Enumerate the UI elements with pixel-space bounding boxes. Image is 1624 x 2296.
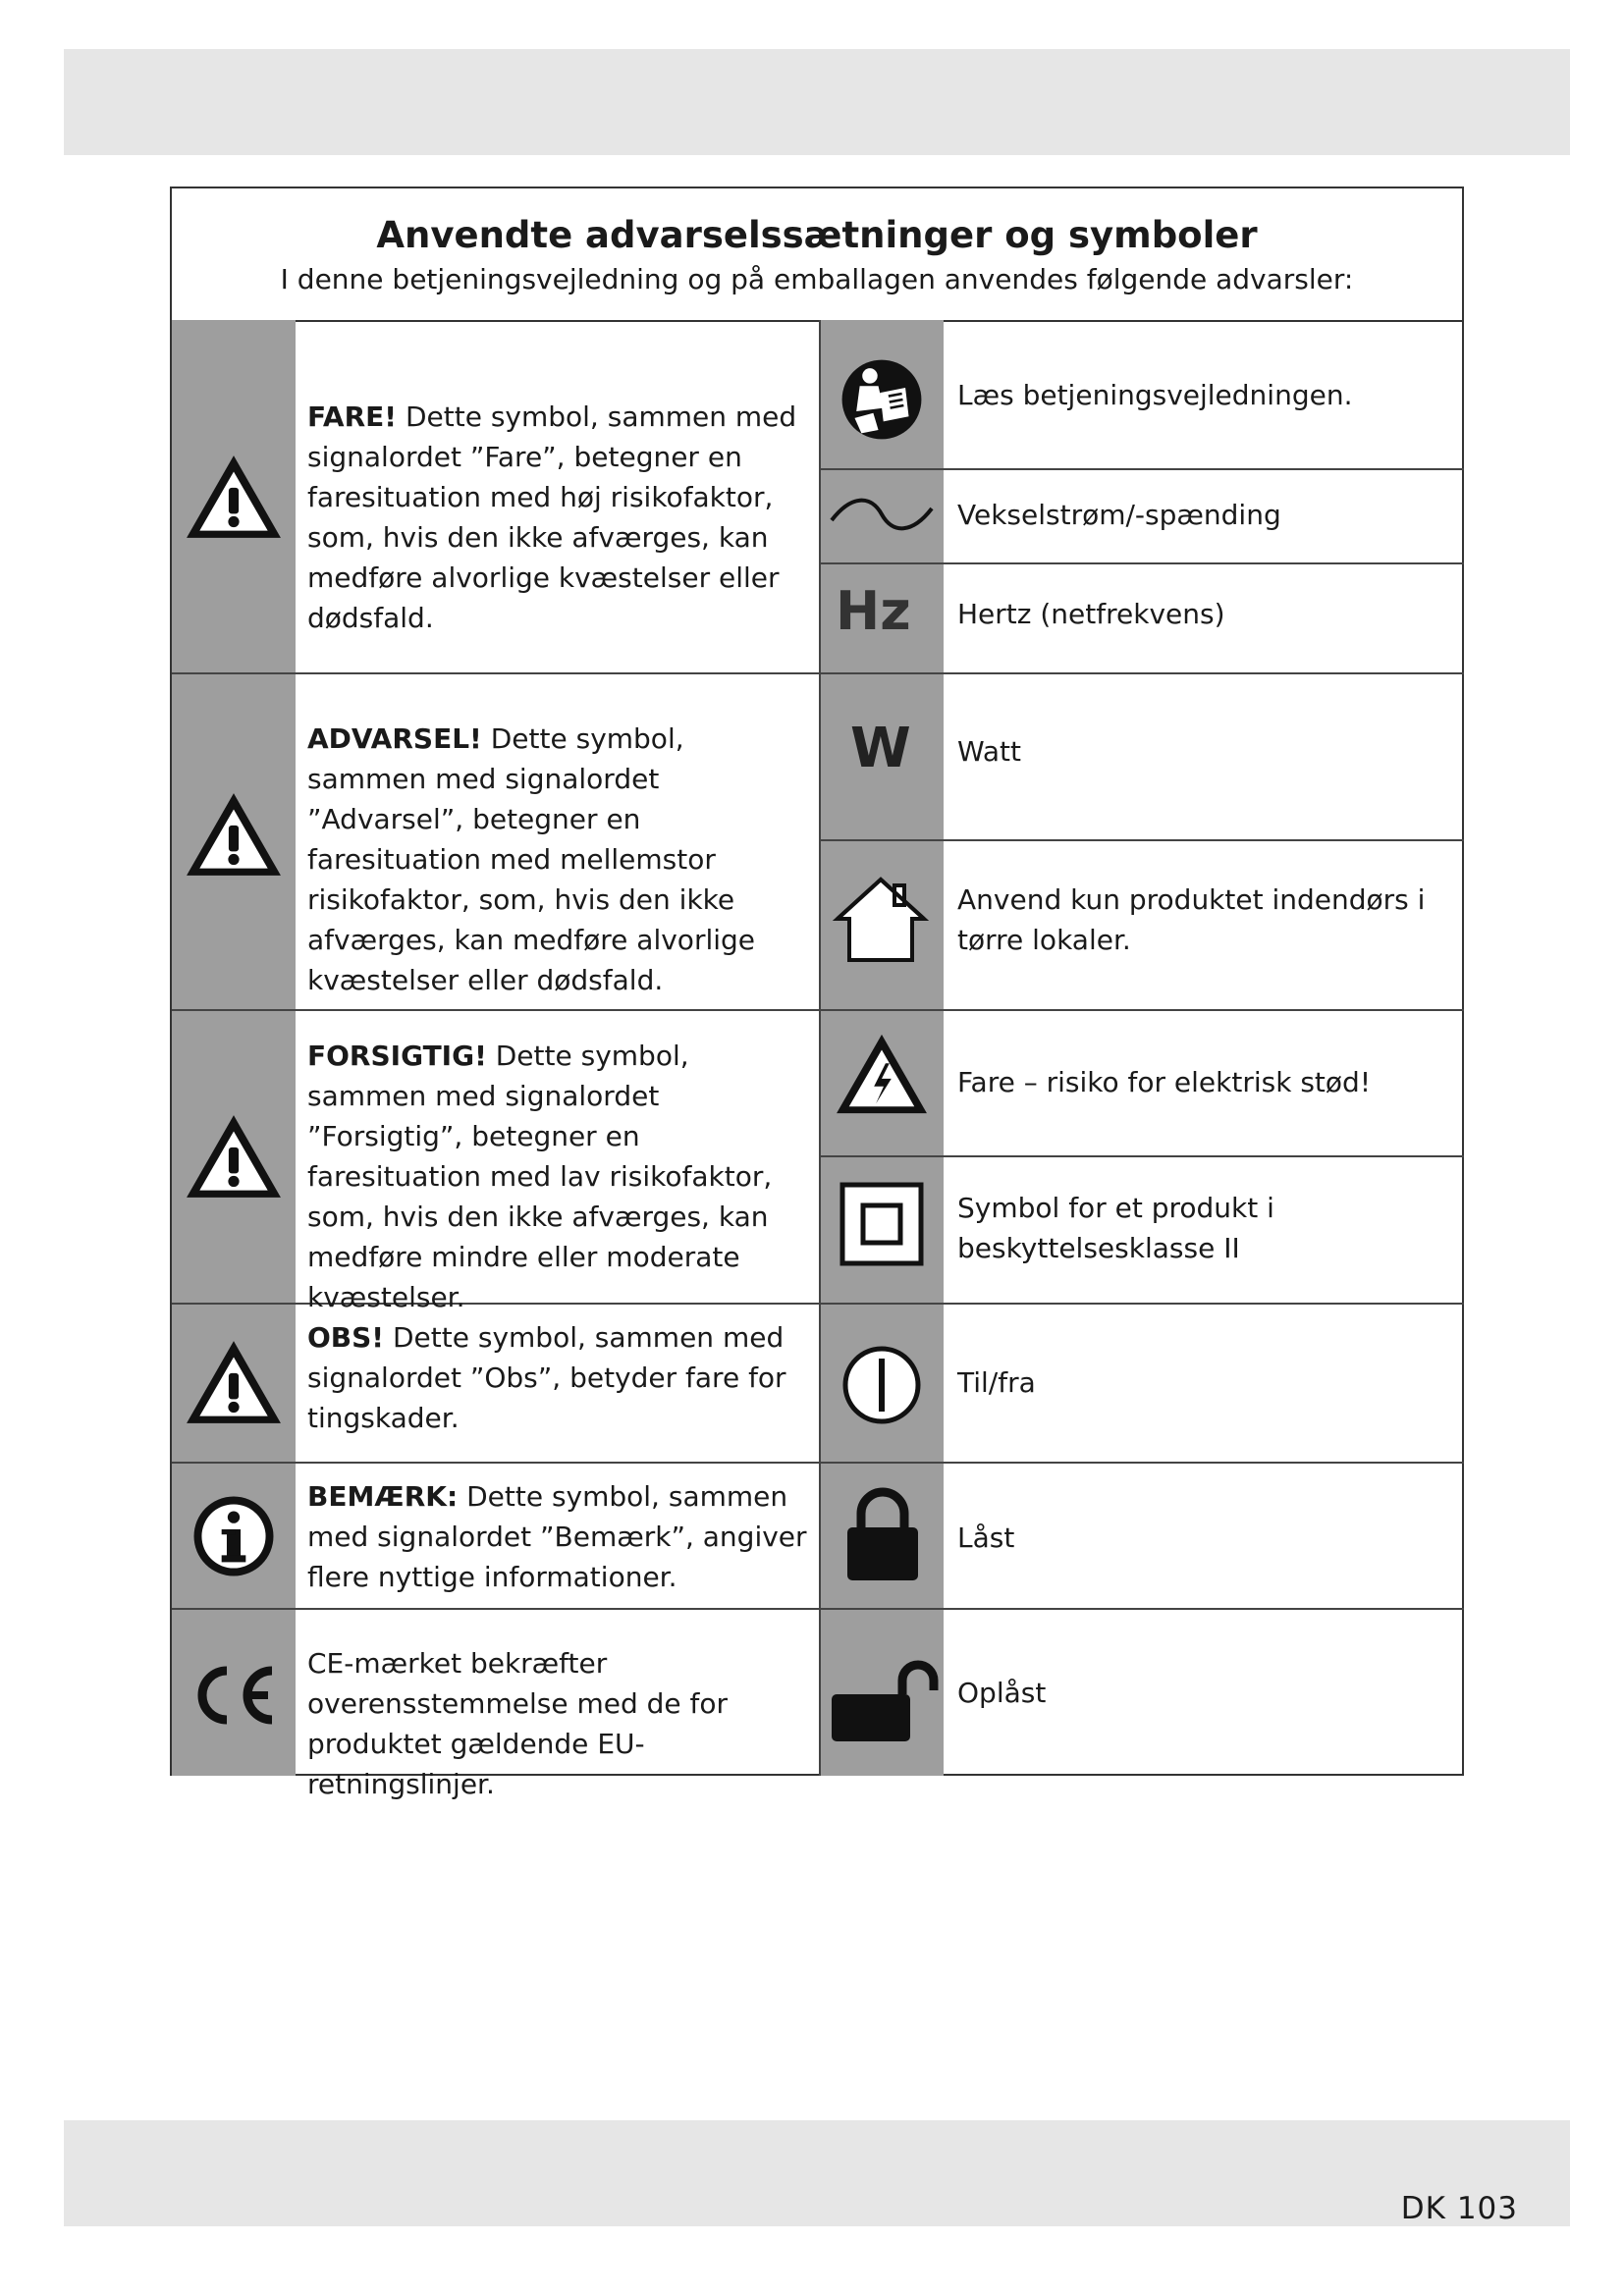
- hertz-text: Hertz (netfrekvens): [957, 598, 1225, 630]
- watt-text: Watt: [957, 735, 1022, 768]
- warning-advarsel-text: ADVARSEL! Dette symbol, sammen med signalordet ”Advarsel”, betegner en faresituation med mellemstor risikofaktor, som, hvis den ikke afværges, kan medføre alvorlige kvæstelser eller dødsfald.: [307, 722, 756, 996]
- warning-fare-text: FARE! Dette symbol, sammen med signalordet ”Fare”, betegner en faresituation med høj risikofaktor, som, hvis den ikke afværges, kan medføre alvorlige kvæstelser eller dødsfald.: [307, 400, 797, 634]
- warning-forsigtig-text: FORSIGTIG! Dette symbol, sammen med signalordet ”Forsigtig”, betegner en faresituation med lav risikofaktor, som, hvis den ikke afværges, kan medføre mindre eller moderate kvæstelser.: [307, 1040, 773, 1313]
- page-title: Anvendte advarselssætninger og symboler: [376, 214, 1258, 256]
- warnings-table: [170, 187, 1464, 1800]
- power-switch-icon: [841, 1345, 922, 1425]
- electric-shock-icon: [834, 1031, 930, 1117]
- watt-icon: W: [850, 717, 911, 780]
- unlocked-icon: [828, 1657, 940, 1745]
- electric-shock-text: Fare – risiko for elektrisk stød!: [957, 1066, 1372, 1098]
- top-bar: [64, 49, 1570, 155]
- page-number: DK 103: [1400, 2191, 1518, 2226]
- info-icon: [190, 1493, 277, 1579]
- house-icon: [832, 874, 930, 964]
- read-manual-icon: [839, 357, 924, 442]
- protection-class-text: Symbol for et produkt i beskyttelsesklasse II: [957, 1192, 1274, 1264]
- warning-obs-text: OBS! Dette symbol, sammen med signalordet ”Obs”, betyder fare for tingskader.: [307, 1321, 786, 1434]
- warning-triangle-icon: [184, 452, 284, 542]
- locked-icon: [843, 1486, 922, 1584]
- warning-triangle-icon: [184, 1111, 284, 1201]
- warning-triangle-icon: [184, 789, 284, 880]
- unlocked-text: Oplåst: [957, 1677, 1047, 1709]
- warning-triangle-icon: [184, 1337, 284, 1427]
- alternating-current-text: Vekselstrøm/-spænding: [957, 499, 1281, 531]
- protection-class-ii-icon: [839, 1182, 924, 1266]
- note-bemaerk-text: BEMÆRK: Dette symbol, sammen med signalordet ”Bemærk”, angiver flere nyttige informationer.: [307, 1480, 807, 1593]
- bottom-bar: [64, 2120, 1570, 2226]
- read-manual-text: Læs betjeningsvejledningen.: [957, 379, 1353, 411]
- page-subtitle: I denne betjeningsvejledning og på emballagen anvendes følgende advarsler:: [280, 263, 1354, 295]
- alternating-current-icon: [828, 495, 936, 534]
- indoor-use-text: Anvend kun produktet indendørs i tørre lokaler.: [957, 883, 1426, 956]
- ce-mark-text: CE-mærket bekræfter overensstemmelse med de for produktet gældende EU-retningslinjer.: [307, 1647, 729, 1800]
- power-switch-text: Til/fra: [957, 1366, 1036, 1399]
- table-header: [172, 188, 1462, 322]
- locked-text: Låst: [957, 1522, 1015, 1554]
- hertz-icon: Hz: [836, 580, 911, 642]
- ce-mark-icon: [188, 1661, 280, 1730]
